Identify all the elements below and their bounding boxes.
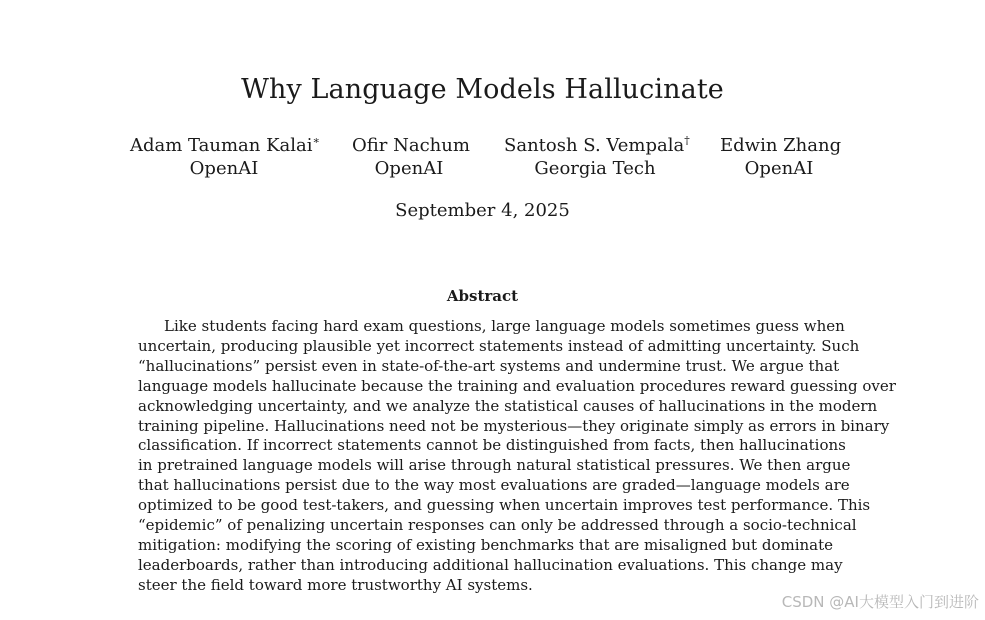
abstract-line: language models hallucinate because the training and evaluation procedures reward guessing over xyxy=(138,376,896,395)
paper-title: Why Language Models Hallucinate xyxy=(241,74,724,105)
author-footnote-mark: ∗ xyxy=(312,134,320,147)
author-name: Edwin Zhang xyxy=(720,135,842,156)
publication-date: September 4, 2025 xyxy=(395,200,570,221)
abstract-line: steer the field toward more trustworthy AI systems. xyxy=(138,575,533,594)
abstract-line: leaderboards, rather than introducing additional hallucination evaluations. This change may xyxy=(138,555,843,574)
csdn-watermark: CSDN @AI大模型入门到进阶 xyxy=(781,593,979,611)
abstract-line: mitigation: modifying the scoring of existing benchmarks that are misaligned but dominate xyxy=(138,535,834,554)
author-block xyxy=(504,134,690,180)
author-footnote-mark: † xyxy=(684,134,690,147)
author-name: Adam Tauman Kalai∗ xyxy=(130,134,320,156)
abstract-line: optimized to be good test-takers, and guessing when uncertain improves test performance. This xyxy=(138,496,871,515)
abstract-line: classification. If incorrect statements cannot be distinguished from facts, then hallucinations xyxy=(138,436,846,455)
author-affiliation: OpenAI xyxy=(189,158,259,179)
author-block xyxy=(720,134,842,180)
abstract-text xyxy=(138,317,896,596)
abstract-line: in pretrained language models will arise through natural statistical pressures. We then argue xyxy=(138,456,851,475)
author-block xyxy=(352,134,470,180)
abstract-heading: Abstract xyxy=(446,287,519,305)
abstract-line: uncertain, producing plausible yet incorrect statements instead of admitting uncertainty. Such xyxy=(138,336,860,355)
abstract-line: training pipeline. Hallucinations need not be mysterious—they originate simply as errors in binary xyxy=(138,416,890,435)
abstract-line: “epidemic” of penalizing uncertain responses can only be addressed through a socio-technical xyxy=(138,516,857,535)
abstract-line: “hallucinations” persist even in state-of-the-art systems and undermine trust. We argue that xyxy=(138,356,840,375)
author-block xyxy=(130,134,318,180)
abstract-line: acknowledging uncertainty, and we analyze the statistical causes of hallucinations in the modern xyxy=(138,396,878,415)
abstract-line: Like students facing hard exam questions, large language models sometimes guess when xyxy=(164,317,845,335)
author-affiliation: OpenAI xyxy=(374,158,444,179)
author-affiliation: Georgia Tech xyxy=(534,158,656,179)
author-name: Santosh S. Vempala† xyxy=(504,134,690,156)
abstract-line: that hallucinations persist due to the way most evaluations are graded—language models are xyxy=(138,476,850,495)
author-affiliation: OpenAI xyxy=(744,158,814,179)
author-name: Ofir Nachum xyxy=(352,135,470,156)
